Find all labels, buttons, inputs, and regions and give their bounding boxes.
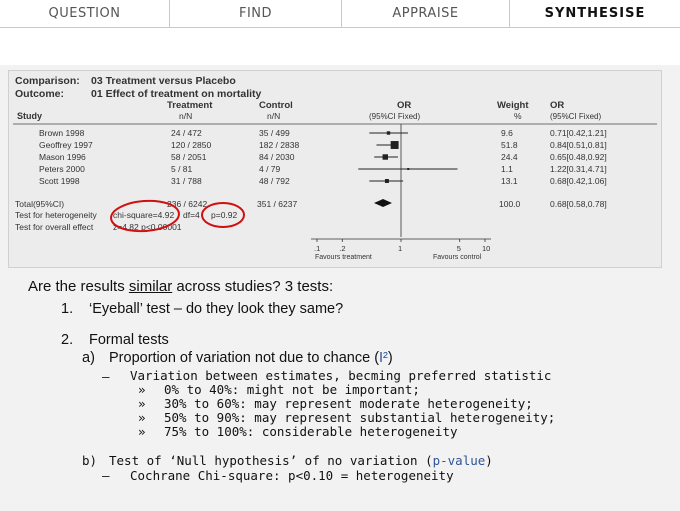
axis-ticks xyxy=(314,239,490,253)
study-point-estimate xyxy=(407,168,409,170)
forest-plot xyxy=(9,71,661,267)
comparison-value: 03 Treatment versus Placebo xyxy=(91,75,236,87)
overall-effect-label: Test for overall effect xyxy=(15,222,94,232)
col-control-nN: n/N xyxy=(267,111,281,121)
tab-find[interactable]: FIND xyxy=(170,0,342,28)
favours-treatment-label: Favours treatment xyxy=(315,254,372,261)
study-name: Peters 2000 xyxy=(39,164,85,174)
col-or-sub: (95%CI Fixed) xyxy=(369,112,421,121)
overall-effect-value: z=4.82 p<0.00001 xyxy=(113,222,182,232)
study-or: 1.22[0.31,4.71] xyxy=(550,164,607,174)
item-b-subtext: Cochrane Chi-square: p<0.10 = heterogeneity xyxy=(130,468,454,483)
item-1-number: 1. xyxy=(61,301,74,317)
question-text: Are the results xyxy=(28,278,129,295)
study-or: 0.68[0.42,1.06] xyxy=(550,176,607,186)
study-row xyxy=(39,152,607,162)
study-weight: 13.1 xyxy=(501,176,518,186)
study-row xyxy=(39,128,607,138)
study-point-estimate xyxy=(391,141,399,149)
item-1-text: ‘Eyeball’ test – do they look they same? xyxy=(89,301,344,317)
heterogeneity-label: Test for heterogeneity xyxy=(15,210,97,220)
col-control: Control xyxy=(259,100,293,111)
study-treatment: 31 / 788 xyxy=(171,176,202,186)
study-point-estimate xyxy=(387,131,390,134)
total-weight: 100.0 xyxy=(499,199,521,209)
step-tabs xyxy=(0,0,680,28)
p-value-term: p-value xyxy=(432,453,486,468)
col-study: Study xyxy=(17,111,43,121)
range-item: 75% to 100%: considerable heterogeneity xyxy=(164,424,458,439)
range-bullet: » xyxy=(138,424,146,439)
study-treatment: 58 / 2051 xyxy=(171,152,207,162)
study-treatment: 120 / 2850 xyxy=(171,140,212,150)
study-weight: 24.4 xyxy=(501,152,518,162)
col-treatment-nN: n/N xyxy=(179,111,193,121)
study-point-estimate xyxy=(383,154,388,159)
item-2-number: 2. xyxy=(61,332,74,348)
item-a-text: Proportion of variation not due to chance (I²) xyxy=(109,350,393,366)
study-name: Mason 1996 xyxy=(39,152,86,162)
study-rows xyxy=(39,128,607,186)
tab-synthesise[interactable]: SYNTHESISE xyxy=(510,0,680,28)
item-b-text: Test of ‘Null hypothesis’ of no variation (p-value) xyxy=(109,453,493,468)
heterogeneity-p: p=0.92 xyxy=(211,210,238,220)
pooled-diamond xyxy=(374,199,392,207)
study-weight: 51.8 xyxy=(501,140,518,150)
question-line xyxy=(28,278,333,295)
range-bullet: » xyxy=(138,382,146,397)
axis-tick-label: 10 xyxy=(482,244,491,253)
question-underlined-word: similar xyxy=(128,278,173,295)
col-or2-sub: (95%CI Fixed) xyxy=(550,112,602,121)
study-treatment: 24 / 472 xyxy=(171,128,202,138)
heterogeneity-df: df=4 xyxy=(183,210,200,220)
outcome-value: 01 Effect of treatment on mortality xyxy=(91,88,262,100)
range-item: 50% to 90%: may represent substantial heterogeneity; xyxy=(164,410,556,425)
item-a-subtext: Variation between estimates, becming preferred statistic xyxy=(130,368,552,383)
study-point-estimate xyxy=(385,179,389,183)
outcome-label: Outcome: xyxy=(15,88,65,100)
study-name: Scott 1998 xyxy=(39,176,80,186)
col-or2: OR xyxy=(550,100,565,111)
total-or: 0.68[0.58,0.78] xyxy=(550,199,607,209)
study-control: 182 / 2838 xyxy=(259,140,300,150)
study-or: 0.71[0.42,1.21] xyxy=(550,128,607,138)
comparison-label: Comparison: xyxy=(15,75,80,87)
col-weight: Weight xyxy=(497,100,529,111)
favours-control-label: Favours control xyxy=(433,254,482,261)
axis-tick-label: 1 xyxy=(398,244,403,253)
col-pct: % xyxy=(514,111,522,121)
study-row xyxy=(39,176,607,186)
study-control: 48 / 792 xyxy=(259,176,290,186)
heterogeneity-chi: chi-square=4.92 xyxy=(113,210,175,220)
item-b-label: b) xyxy=(82,453,98,468)
tab-question[interactable]: QUESTION xyxy=(0,0,170,28)
tab-appraise[interactable]: APPRAISE xyxy=(342,0,510,28)
col-or: OR xyxy=(397,100,412,111)
total-control: 351 / 6237 xyxy=(257,199,298,209)
study-control: 35 / 499 xyxy=(259,128,290,138)
study-or: 0.65[0.48,0.92] xyxy=(550,152,607,162)
axis-tick-label: .1 xyxy=(314,244,321,253)
col-treatment: Treatment xyxy=(167,100,213,111)
item-b-dash: – xyxy=(102,468,110,483)
study-row xyxy=(39,164,607,174)
study-weight: 9.6 xyxy=(501,128,513,138)
total-treatment: 236 / 6242 xyxy=(167,199,208,209)
study-control: 4 / 79 xyxy=(259,164,281,174)
study-or: 0.84[0.51,0.81] xyxy=(550,140,607,150)
study-name: Geoffrey 1997 xyxy=(39,140,93,150)
i-squared: I² xyxy=(379,350,388,366)
question-text-end: across studies? 3 tests: xyxy=(172,278,334,295)
axis-tick-label: .2 xyxy=(339,244,346,253)
item-2-text: Formal tests xyxy=(89,332,169,348)
range-bullet: » xyxy=(138,410,146,425)
total-label: Total(95%CI) xyxy=(15,199,65,209)
range-item: 0% to 40%: might not be important; xyxy=(164,382,420,397)
study-name: Brown 1998 xyxy=(39,128,85,138)
range-item: 30% to 60%: may represent moderate heterogeneity; xyxy=(164,396,533,411)
study-treatment: 5 / 81 xyxy=(171,164,193,174)
item-a-label: a) xyxy=(82,350,95,366)
study-weight: 1.1 xyxy=(501,164,513,174)
range-bullet: » xyxy=(138,396,146,411)
study-row xyxy=(39,140,607,150)
forest-plot-image xyxy=(8,70,662,268)
study-control: 84 / 2030 xyxy=(259,152,295,162)
axis-tick-label: 5 xyxy=(456,244,461,253)
item-a-dash: – xyxy=(102,369,110,384)
